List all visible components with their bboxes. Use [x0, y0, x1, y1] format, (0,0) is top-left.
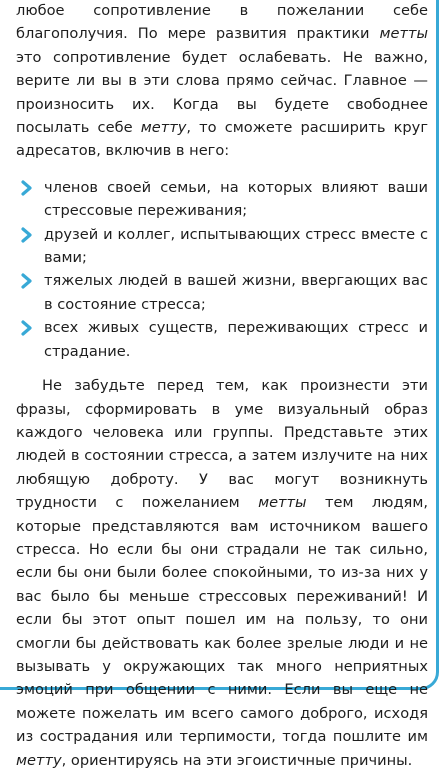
list-item-text: тяжелых людей в вашей жизни, ввергающих вас в состояние стресса;: [44, 272, 428, 313]
list-item-text: друзей и коллег, испытывающих стресс вместе с вами;: [44, 225, 428, 267]
visualization-paragraph: [16, 374, 428, 772]
list-item: [16, 316, 428, 363]
article-body: [16, 0, 428, 772]
chevron-right-icon: [19, 180, 35, 196]
italic-term: метту: [16, 751, 62, 769]
text-run: , ориентируясь на эти эгоистичные причины.: [61, 751, 413, 769]
text-run: Не забудьте перед тем, как произнести эти фразы, сформировать в уме визуальный образ каждого человека или группы. Представьте этих людей в состоянии стресса, а затем излучите на них любящую доброту. У вас могут возникнуть трудности с пожеланием: [16, 377, 428, 512]
text-run: это сопротивление будет ослабевать. Не важно, верите ли вы в эти слова прямо сейчас. Главное — произносить их. Когда вы будете свободнее посылать себе: [16, 48, 428, 137]
italic-term: метты: [379, 25, 428, 43]
list-item-text: членов своей семьи, на которых влияют ваши стрессовые переживания;: [44, 178, 428, 220]
chevron-right-icon: [19, 273, 35, 289]
text-run: любое сопротивление в пожелании себе благополучия. По мере развития практики: [16, 2, 428, 43]
recipients-list: [16, 176, 428, 363]
chevron-right-icon: [19, 320, 35, 336]
list-item: [16, 176, 428, 223]
italic-term: метты: [258, 494, 307, 512]
list-item: [16, 269, 428, 316]
intro-paragraph: [16, 0, 428, 163]
text-run: тем людям, которые представляются вам источником вашего стресса. Но если бы они страдали не так сильно, если бы они были более спокойными, то из-за них у вас было бы меньше стрессовых переживаний! И если бы этот опыт пошел им на пользу, то они смогли бы действовать как более зрелые люди и не вызывать у окружающих так много неприятных эмоций при общении с ними. Если вы еще не можете пожелать им всего самого доброго, исходя из сострадания или терпимости, тогда пошлите им: [16, 494, 428, 746]
text-run: , то сможете расширить круг адресатов, включив в него:: [16, 119, 428, 160]
list-item-text: всех живых существ, переживающих стресс и страдание.: [44, 319, 428, 360]
list-item: [16, 223, 428, 270]
italic-term: метту: [140, 119, 187, 137]
chevron-right-icon: [19, 227, 35, 243]
